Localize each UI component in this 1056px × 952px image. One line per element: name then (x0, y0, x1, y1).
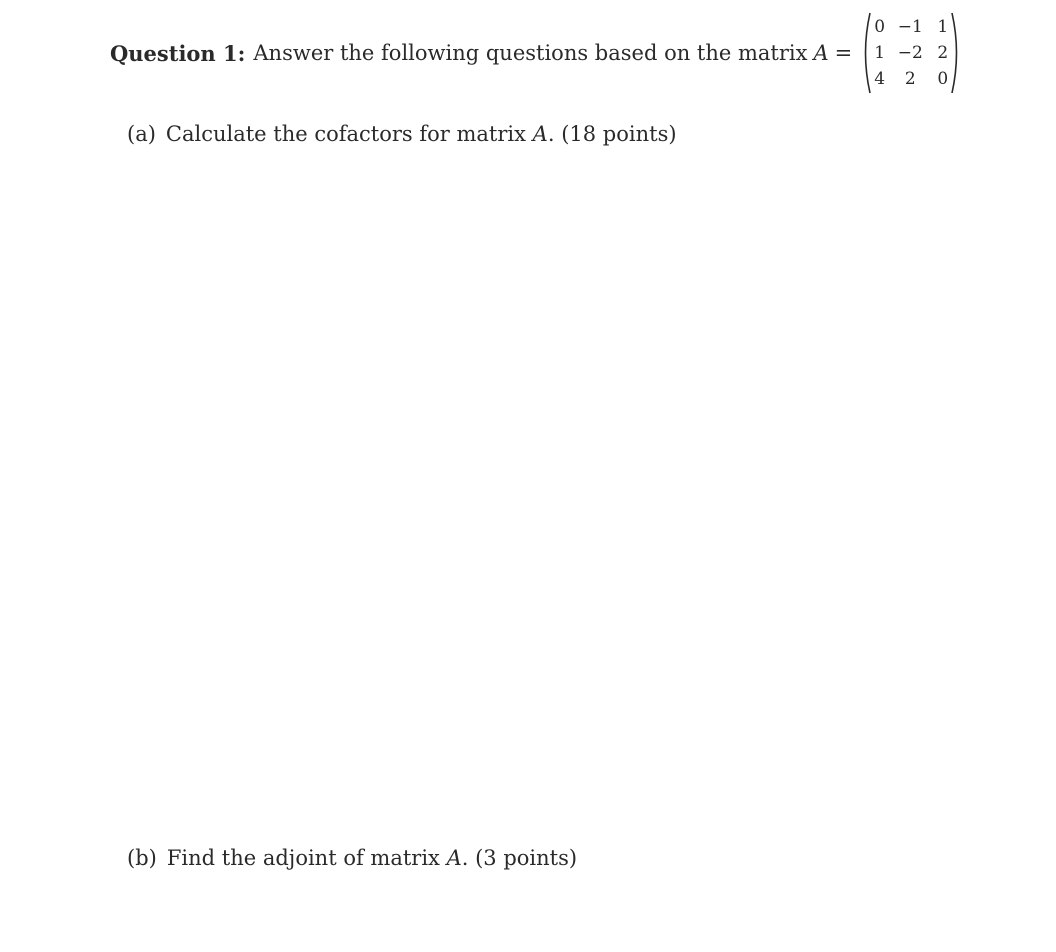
right-paren-icon (950, 11, 962, 95)
part-b-variable: A (446, 846, 462, 870)
part-b-text: Find the adjoint of matrix (166, 846, 440, 870)
question-header (110, 8, 962, 98)
matrix-a (860, 11, 962, 95)
matrix-grid (872, 14, 950, 92)
part-a-points: (18 points) (561, 122, 677, 146)
part-a-text: Calculate the cofactors for matrix (165, 122, 526, 146)
matrix-cell: 0 (874, 17, 886, 37)
part-b-marker: (b) (127, 846, 157, 870)
matrix-variable: A (813, 41, 829, 65)
matrix-cell: 4 (874, 69, 886, 89)
question-text: Answer the following questions based on the matrix (253, 41, 808, 65)
matrix-cell: 0 (937, 69, 949, 89)
matrix-cell: −1 (897, 17, 923, 37)
part-b-points: (3 points) (475, 846, 578, 870)
matrix-cell: 2 (937, 43, 949, 63)
part-a-marker: (a) (127, 122, 156, 146)
equals-sign: = (834, 41, 853, 65)
matrix-cell: 1 (874, 43, 886, 63)
part-a-variable: A (532, 122, 548, 146)
matrix-cell: 2 (904, 69, 916, 89)
left-paren-icon (860, 11, 872, 95)
matrix-cell: −2 (897, 43, 923, 63)
question-label: Question 1: (110, 40, 246, 66)
part-a (127, 122, 677, 146)
part-a-period: . (547, 122, 555, 146)
matrix-cell: 1 (937, 17, 949, 37)
part-b (127, 846, 577, 870)
part-b-period: . (461, 846, 469, 870)
